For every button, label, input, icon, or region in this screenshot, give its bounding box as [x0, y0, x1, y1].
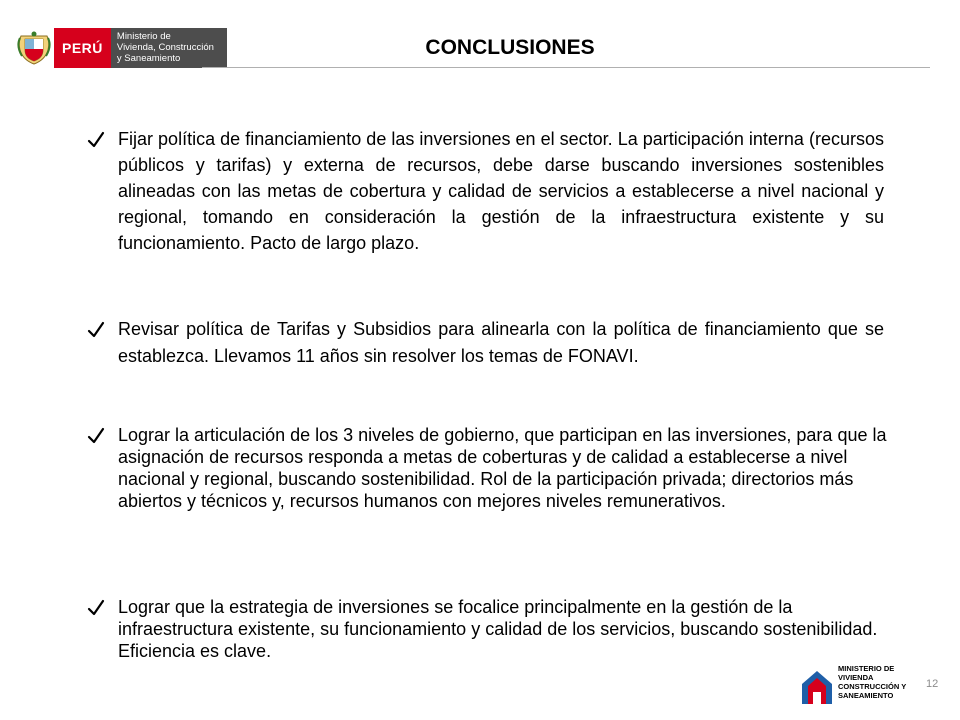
list-item-text: Revisar política de Tarifas y Subsidios para alinearla con la política de financiamiento que se establezca. Llevamos 11 años sin resolver los temas de FONAVI. — [118, 319, 884, 366]
house-logo-icon — [800, 668, 834, 706]
ministry-line: Vivienda, Construcción — [116, 42, 214, 53]
checkmark-icon — [86, 598, 106, 618]
coat-of-arms-icon — [14, 28, 54, 68]
header-divider — [202, 67, 930, 68]
checkmark-icon — [86, 426, 106, 446]
footer-ministry-logo — [800, 664, 920, 708]
page-title: CONCLUSIONES — [425, 36, 595, 59]
page-number: 12 — [926, 678, 939, 690]
ministry-line: y Saneamiento — [116, 53, 181, 64]
country-badge: PERÚ — [54, 28, 111, 68]
footer-logo-text — [838, 664, 906, 700]
footer-logo-line: CONSTRUCCIÓN Y — [838, 682, 907, 691]
footer-logo-line: VIVIENDA — [838, 673, 874, 682]
checkmark-icon — [86, 130, 106, 150]
list-item-text: Lograr la articulación de los 3 niveles de gobierno, que participan en las inversiones, para que la asignación de recursos responda a metas de coberturas y de calidad a establecerse a nivel nacional y regional, buscando sostenibilidad. Rol de la participación privada; directorios más abiertos y técnicos y, recursos humanos con mejores niveles remunerativos. — [118, 425, 887, 511]
checkmark-icon — [86, 320, 106, 340]
ministry-line: Ministerio de — [116, 31, 171, 42]
ministry-name — [111, 28, 227, 68]
footer-logo-line: MINISTERIO DE — [838, 664, 895, 673]
list-item-text: Fijar política de financiamiento de las inversiones en el sector. La participación interna (recursos públicos y tarifas) y externa de recursos, debe darse buscando inversiones sostenibles alineadas con las metas de cobertura y calidad de servicios a establecerse a nivel nacional y regional, tomando en consideración la gestión de la infraestructura existente y su funcionamiento. Pacto de largo plazo. — [118, 129, 884, 253]
ministry-header-logo — [14, 28, 227, 68]
list-item-text: Lograr que la estrategia de inversiones se focalice principalmente en la gestión de la infraestructura existente, su funcionamiento y calidad de los servicios, buscando sostenibilidad. Eficiencia es clave. — [118, 597, 878, 661]
footer-logo-line: SANEAMIENTO — [838, 691, 894, 700]
